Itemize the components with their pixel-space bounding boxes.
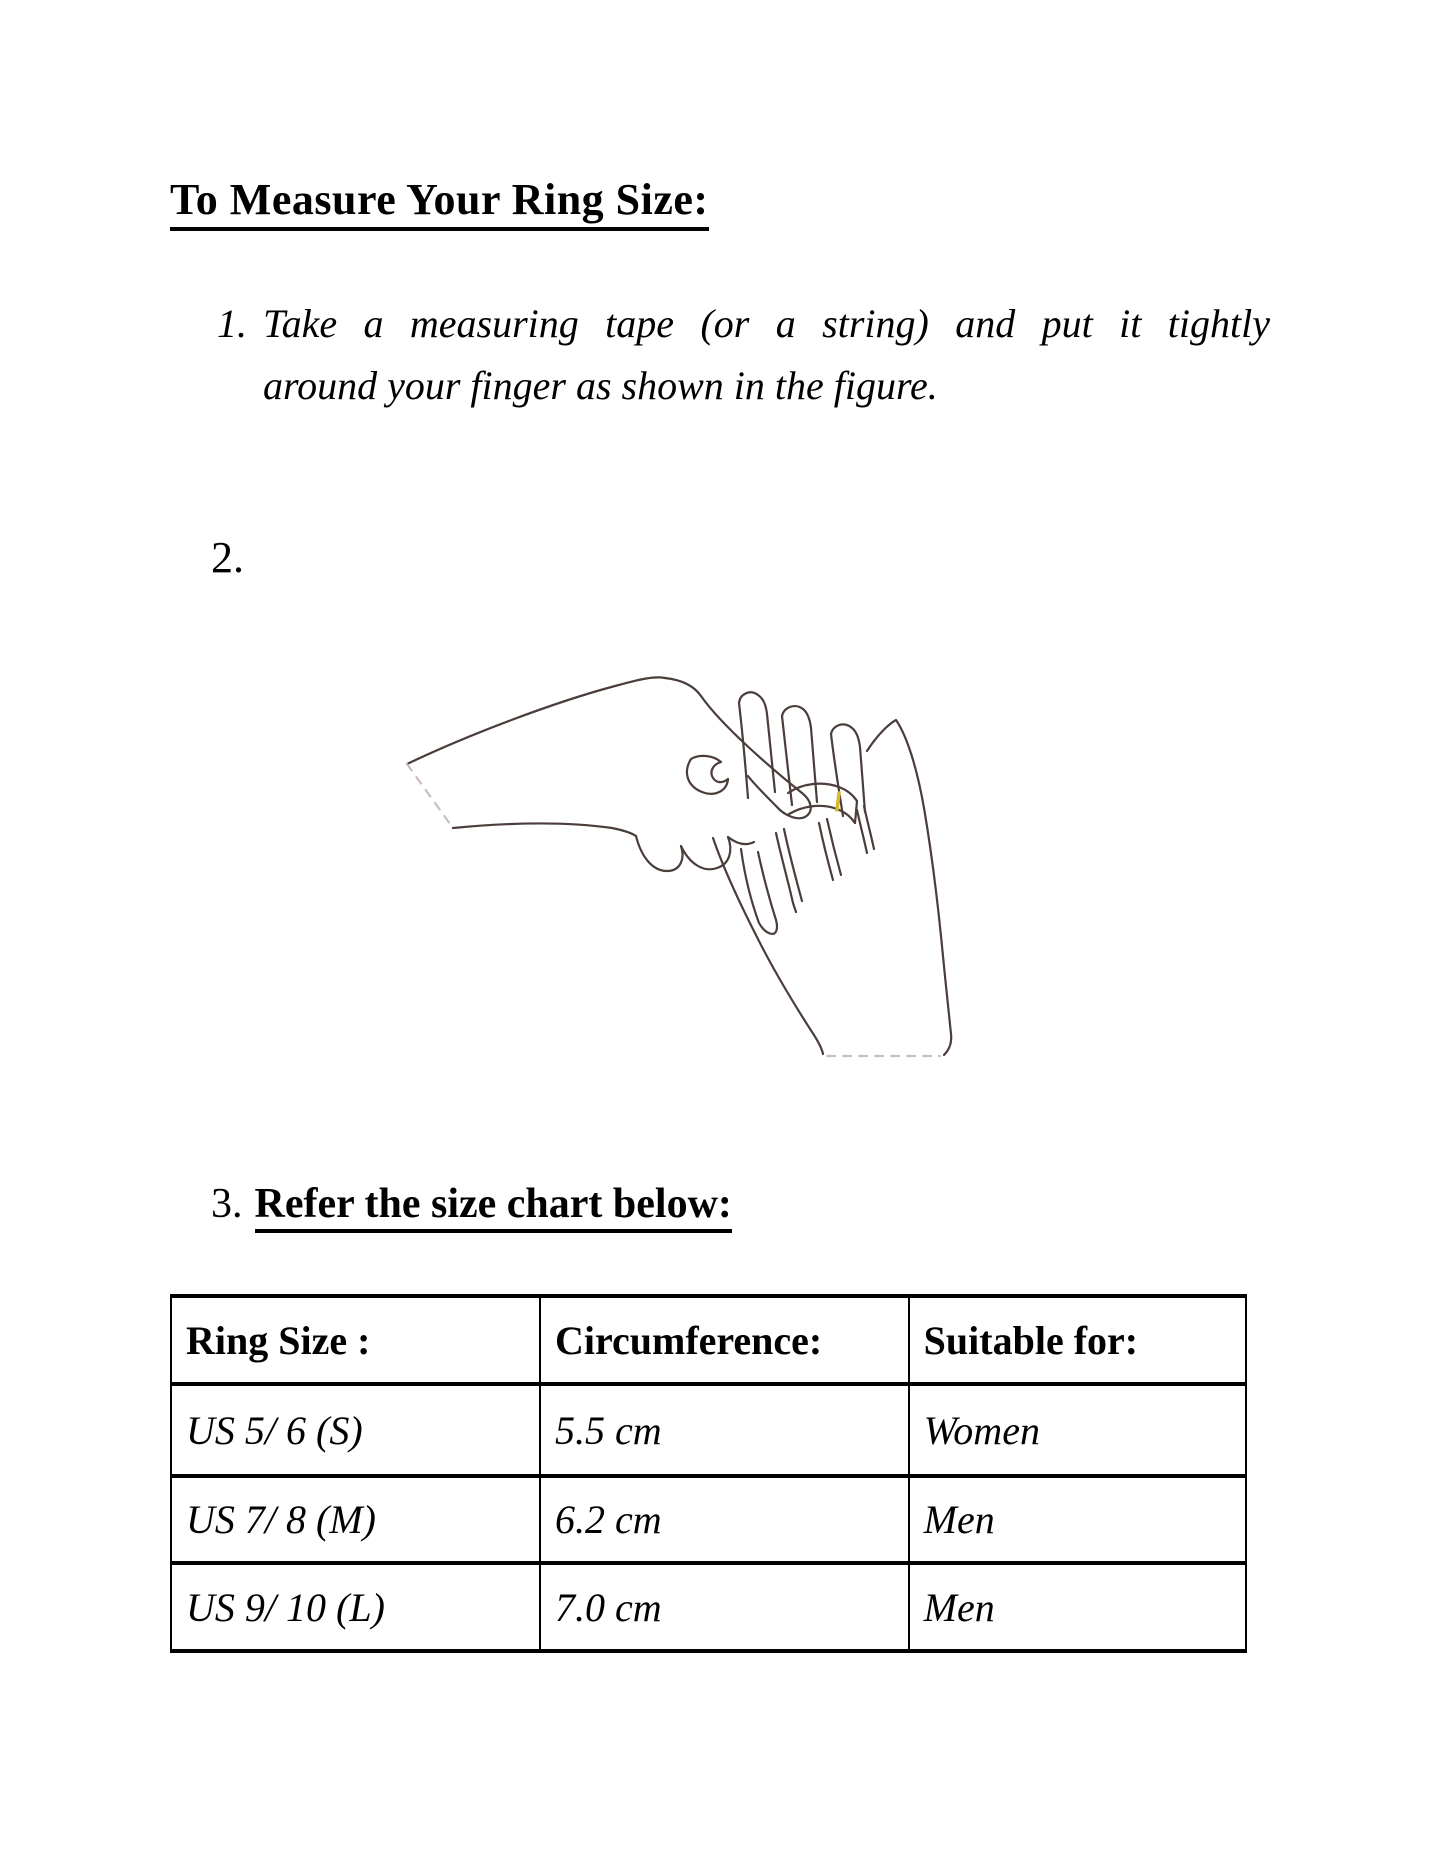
table-row: [171, 1384, 1246, 1476]
table-cell-suitable: Men: [909, 1476, 1246, 1563]
table-cell-size: US 5/ 6 (S): [171, 1384, 540, 1476]
table-cell-suitable: Women: [909, 1384, 1246, 1476]
table-cell-circumference: 6.2 cm: [540, 1476, 909, 1563]
ring-size-table: [170, 1294, 1247, 1653]
table-cell-circumference: 5.5 cm: [540, 1384, 909, 1476]
table-row: [171, 1476, 1246, 1563]
step-1-number: 1.: [217, 301, 247, 346]
step-1-text-line-1: Take a measuring tape (or a string) and put it tightly: [263, 301, 1270, 346]
table-cell-size: US 7/ 8 (M): [171, 1476, 540, 1563]
hands-line-art: [350, 565, 970, 1075]
table-cell-circumference: 7.0 cm: [540, 1563, 909, 1651]
table-header-ring-size: Ring Size :: [171, 1296, 540, 1384]
table-cell-size: US 9/ 10 (L): [171, 1563, 540, 1651]
document-title: To Measure Your Ring Size:: [170, 174, 709, 231]
hands-measuring-ring-size-illustration: [350, 565, 970, 1075]
step-1-text-line-2: around your finger as shown in the figure.: [263, 363, 938, 408]
table-header-circumference: Circumference:: [540, 1296, 909, 1384]
table-row: [171, 1563, 1246, 1651]
step-2-number: 2.: [211, 533, 244, 582]
step-3-number: 3.: [211, 1181, 243, 1227]
ring-glint: [837, 793, 839, 810]
step-3-label: Refer the size chart below:: [255, 1180, 732, 1233]
table-header-row: [171, 1296, 1246, 1384]
step-1-item: [217, 293, 1270, 417]
table-header-suitable-for: Suitable for:: [909, 1296, 1246, 1384]
step-3-item: [211, 1180, 732, 1233]
table-cell-suitable: Men: [909, 1563, 1246, 1651]
arm-cut-dashed-line: [407, 764, 453, 828]
step-1-text: [263, 293, 1270, 417]
